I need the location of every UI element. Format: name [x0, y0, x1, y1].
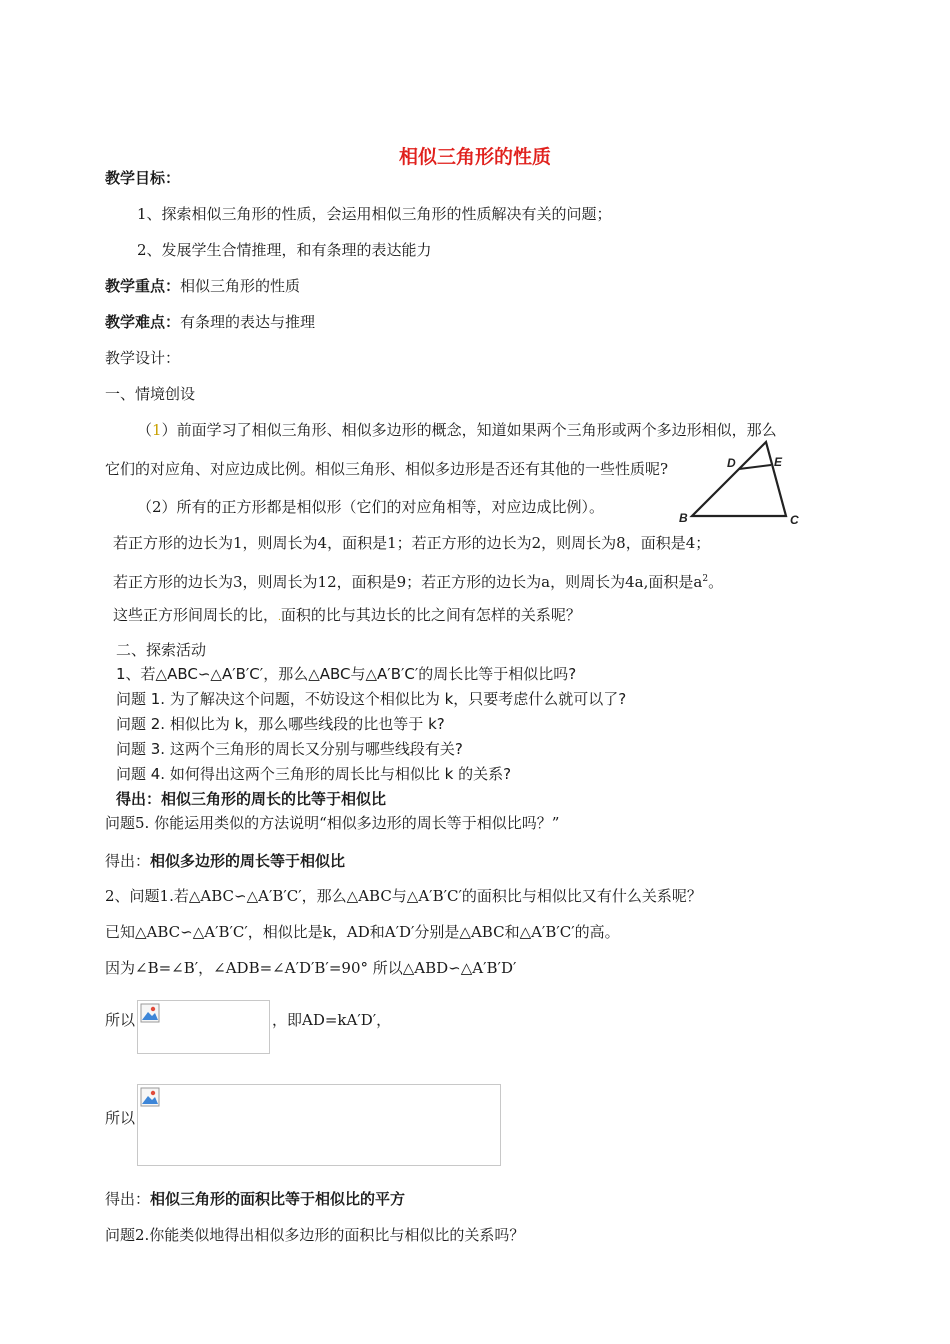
key-point-label: 教学重点： — [105, 277, 181, 295]
section2-question1-3: 问题 3. 这两个三角形的周长又分别与哪些线段有关? — [116, 740, 463, 758]
superscript-2: 2 — [702, 574, 709, 584]
key-point — [105, 276, 300, 296]
section1-paragraph1: （1）前面学习了相似三角形、相似多边形的概念，知道如果两个三角形或两个多边形相似，那么 — [137, 421, 777, 439]
section2-question5: 问题5. 你能运用类似的方法说明“相似多边形的周长等于相似比吗？” — [105, 814, 560, 832]
section2-question1-4: 问题 4. 如何得出这两个三角形的周长比与相似比 k 的关系? — [116, 765, 512, 783]
label-e: E — [774, 455, 783, 469]
section2-heading: 二、探索活动 — [116, 641, 207, 659]
difficulty-label: 教学难点： — [105, 313, 181, 331]
formula-image-2 — [137, 1084, 501, 1166]
so-rest-1: ，即AD=kA′D′， — [272, 1011, 392, 1029]
conclusion1: 得出：相似三角形的周长的比等于相似比 — [116, 790, 387, 808]
paragraph1-number: 1 — [152, 421, 162, 439]
broken-image-icon — [140, 1087, 160, 1107]
objective-item-1: 1、探索相似三角形的性质，会运用相似三角形的性质解决有关的问题； — [137, 205, 612, 223]
conclusion3: 得出：相似三角形的面积比等于相似比的平方 — [105, 1190, 406, 1208]
section1-paragraph2: （2）所有的正方形都是相似形（它们的对应角相等，对应边成比例）。 — [137, 498, 605, 516]
conclusion2: 得出：相似多边形的周长等于相似比 — [105, 852, 346, 870]
given-statement: 已知△ABC∽△A′B′C′，相似比是k，AD和A′D′分别是△ABC和△A′B′C′的高。 — [105, 923, 620, 941]
difficulty — [105, 312, 315, 332]
label-c: C — [790, 513, 799, 527]
section2-question1: 1、若△ABC∽△A′B′C′，那么△ABC与△A′B′C′的周长比等于相似比吗? — [116, 665, 577, 683]
section2-question1-1: 问题 1. 为了解决这个问题，不妨设这个相似比为 k，只要考虑什么就可以了? — [116, 690, 627, 708]
section1-heading: 一、情境创设 — [105, 385, 196, 403]
label-b: B — [679, 511, 688, 525]
section1-paragraph3: 若正方形的边长为1，则周长为4，面积是1；若正方形的边长为2，则周长为8，面积是4； — [113, 534, 711, 552]
objective-item-2: 2、发展学生合情推理，和有条理的表达能力 — [137, 241, 432, 259]
section2-question2-2: 问题2.你能类似地得出相似多边形的面积比与相似比的关系吗？ — [105, 1226, 525, 1244]
label-d: D — [727, 456, 736, 470]
section1-paragraph1-line2: 它们的对应角、对应边成比例。相似三角形、相似多边形是否还有其他的一些性质呢? — [105, 460, 669, 478]
objectives-label: 教学目标： — [105, 169, 181, 187]
triangle-figure — [676, 436, 804, 528]
formula-image-1 — [137, 1000, 270, 1054]
section2-question2: 2、问题1.若△ABC∽△A′B′C′，那么△ABC与△A′B′C′的面积比与相似比又有什么关系呢？ — [105, 887, 702, 905]
so-label-2: 所以 — [105, 1109, 136, 1127]
triangle-abc — [692, 442, 786, 516]
so-label-1: 所以 — [105, 1011, 136, 1029]
difficulty-text: 有条理的表达与推理 — [180, 313, 316, 331]
section1-paragraph5: 这些正方形间周长的比，.面积的比与其边长的比之间有怎样的关系呢？ — [113, 606, 581, 624]
design-label: 教学设计： — [105, 349, 181, 367]
key-point-text: 相似三角形的性质 — [180, 277, 301, 295]
section2-question1-2: 问题 2. 相似比为 k，那么哪些线段的比也等于 k? — [116, 715, 445, 733]
page-title: 相似三角形的性质 — [398, 146, 551, 168]
broken-image-icon — [140, 1003, 160, 1023]
because-statement: 因为∠B=∠B′，∠ADB=∠A′D′B′=90° 所以△ABD∽△A′B′D′ — [105, 959, 517, 977]
section1-paragraph4: 若正方形的边长为3，则周长为12，面积是9；若正方形的边长为a，则周长为4a,面积是$a^2$。 — [113, 573, 724, 591]
